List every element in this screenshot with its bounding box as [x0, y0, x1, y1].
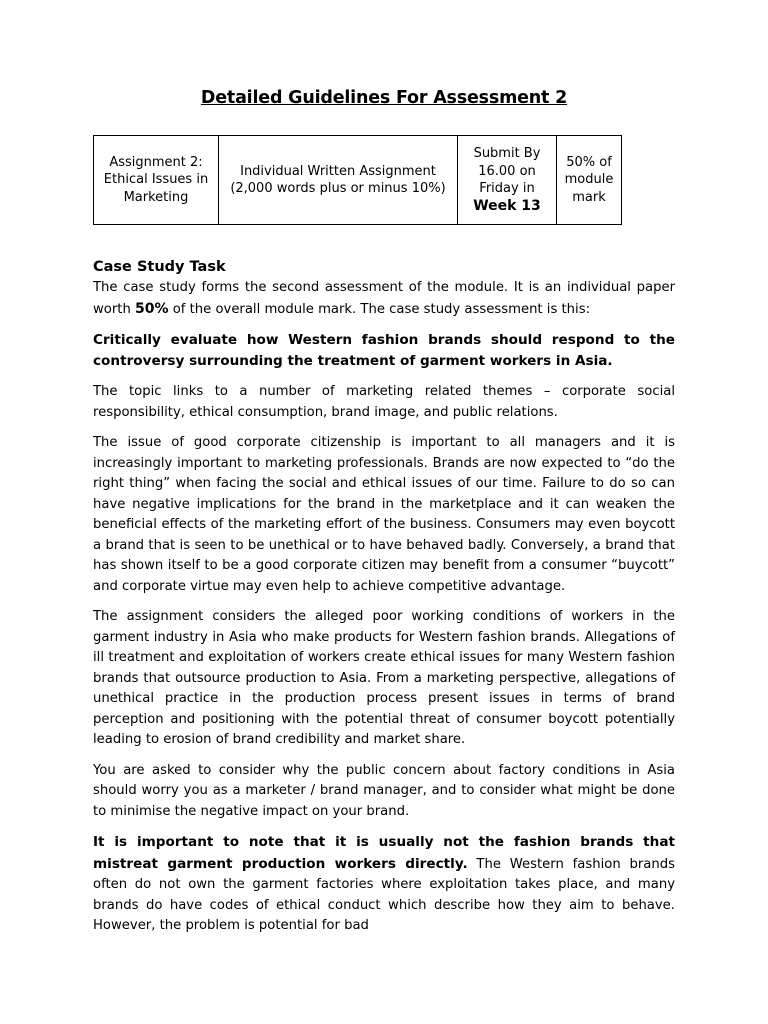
note-text: The Western fashion brands often do not own the garment factories where exploitation takes place, and many brands do have codes of ethical conduct which describe how they aim to behave. However, the problem is potential for bad [93, 856, 675, 933]
weighting-line: mark [572, 189, 606, 205]
consider-paragraph: You are asked to consider why the public concern about factory conditions in Asia should worry you as a marketer / brand manager, and to consider what might be done to minimise the negative impact on your brand. [93, 762, 675, 819]
task-statement: Critically evaluate how Western fashion brands should respond to the controversy surrounding the treatment of garment workers in Asia. [93, 332, 675, 369]
assignment-line: Assignment 2: [109, 154, 203, 170]
assignment-line: Ethical Issues in [103, 172, 209, 188]
intro-text: The case study forms the second assessment of the module. It is an individual paper worth [93, 280, 675, 317]
weighting-cell [557, 136, 622, 225]
assignment-type-line: Individual Written Assignment [240, 163, 436, 179]
deadline-line: Friday in [479, 181, 535, 196]
document-body [93, 256, 675, 947]
topic-paragraph: The topic links to a number of marketing related themes – corporate social responsibility, ethical consumption, brand image, and public relations. [93, 384, 675, 420]
weighting-line: 50% of [566, 154, 612, 170]
section-heading: Case Study Task [93, 259, 226, 275]
citizenship-paragraph: The issue of good corporate citizenship is important to all managers and it is increasingly important to marketing professionals. Brands are now expected to “do the right thing” when facing the social and ethical issues of our time. Failure to do so can have negative implications for the brand in the marketplace and it can weaken the beneficial effects of the marketing effort of the business. Consumers may even boycott a brand that is seen to be unethical or to have behaved badly. Conversely, a brand that has shown itself to be a good corporate citizen may benefit from a consumer “buycott” and corporate virtue may even help to achieve competitive advantage. [93, 435, 675, 594]
assignment-type-cell [219, 136, 458, 225]
intro-paragraph [93, 278, 675, 320]
weighting-line: module [564, 172, 614, 188]
table-row [94, 136, 622, 225]
page-title: Detailed Guidelines For Assessment 2 [200, 88, 568, 108]
assessment-info-table [93, 135, 622, 225]
note-bold-text: It is important to note that it is usually not the fashion brands that mistreat garment production workers directly. [93, 834, 675, 872]
deadline-week: Week 13 [473, 197, 541, 214]
assignment-cell [94, 136, 219, 225]
assignment-line: Marketing [123, 189, 189, 205]
deadline-line: 16.00 on [478, 163, 536, 179]
assignment-type-line: (2,000 words plus or minus 10%) [230, 181, 446, 196]
deadline-cell [458, 136, 557, 225]
assignment-paragraph: The assignment considers the alleged poor working conditions of workers in the garment industry in Asia who make products for Western fashion brands. Allegations of ill treatment and exploitation of workers create ethical issues for many Western fashion brands that outsource production to Asia. From a marketing perspective, allegations of unethical practice in the production process present issues in terms of brand perception and positioning with the potential threat of consumer boycott potentially leading to erosion of brand credibility and market share. [93, 609, 675, 747]
intro-text-end: of the overall module mark. The case study assessment is this: [168, 301, 591, 317]
deadline-line: Submit By [473, 146, 541, 161]
intro-percentage: 50% [135, 300, 169, 317]
note-paragraph [93, 832, 675, 937]
